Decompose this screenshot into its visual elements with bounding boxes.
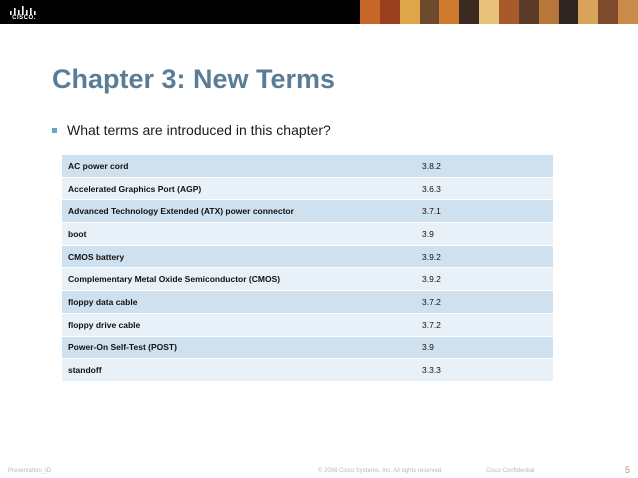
header-photo-tile [380,0,400,24]
page-number: 5 [624,465,630,475]
cisco-logo-text: CISCO. [12,15,36,21]
table-row [62,291,553,314]
term-cell: Power-On Self-Test (POST) [62,336,416,359]
section-cell: 3.7.2 [416,291,553,314]
term-cell: boot [62,223,416,246]
header-photo-tile [519,0,539,24]
term-cell: AC power cord [62,155,416,177]
section-cell: 3.9.2 [416,245,553,268]
table-row [62,200,553,223]
table-row [62,223,553,246]
header-photo-tile [459,0,479,24]
section-cell: 3.9 [416,223,553,246]
section-cell: 3.3.3 [416,359,553,382]
header-photo-tile [539,0,559,24]
footer-confidential: Cisco Confidential [486,468,535,474]
terms-table [62,155,553,382]
header-photo-tile [499,0,519,24]
header-photo-tile [360,0,380,24]
term-cell: standoff [62,359,416,382]
term-cell: Accelerated Graphics Port (AGP) [62,177,416,200]
table-row [62,177,553,200]
header-photo-tile [578,0,598,24]
table-row [62,245,553,268]
term-cell: floppy drive cable [62,313,416,336]
slide-title: Chapter 3: New Terms [52,64,336,94]
header-photo-tile [400,0,420,24]
bullet-item [52,122,331,138]
cisco-logo [8,3,40,21]
header-photo-tile [598,0,618,24]
section-cell: 3.9 [416,336,553,359]
section-cell: 3.6.3 [416,177,553,200]
header-photo-tile [559,0,579,24]
section-cell: 3.9.2 [416,268,553,291]
term-cell: CMOS battery [62,245,416,268]
term-cell: Complementary Metal Oxide Semiconductor (CMOS) [62,268,416,291]
table-row [62,268,553,291]
header-photo-tile [439,0,459,24]
bullet-text: What terms are introduced in this chapter? [67,122,331,138]
term-cell: floppy data cable [62,291,416,314]
header-photo-tile [618,0,638,24]
section-cell: 3.7.2 [416,313,553,336]
header-photo-tile [479,0,499,24]
square-bullet-icon [52,128,57,133]
footer-copyright: © 2008 Cisco Systems, Inc. All rights reserved. [318,468,443,474]
header-bar [0,0,638,24]
table-row [62,155,553,177]
section-cell: 3.7.1 [416,200,553,223]
header-photo-tile [420,0,440,24]
table-row [62,359,553,382]
terms-table-body [62,155,553,381]
section-cell: 3.8.2 [416,155,553,177]
footer-presentation-id: Presentation_ID [8,468,52,474]
table-row [62,313,553,336]
term-cell: Advanced Technology Extended (ATX) power connector [62,200,416,223]
header-photo-strip [360,0,638,24]
table-row [62,336,553,359]
